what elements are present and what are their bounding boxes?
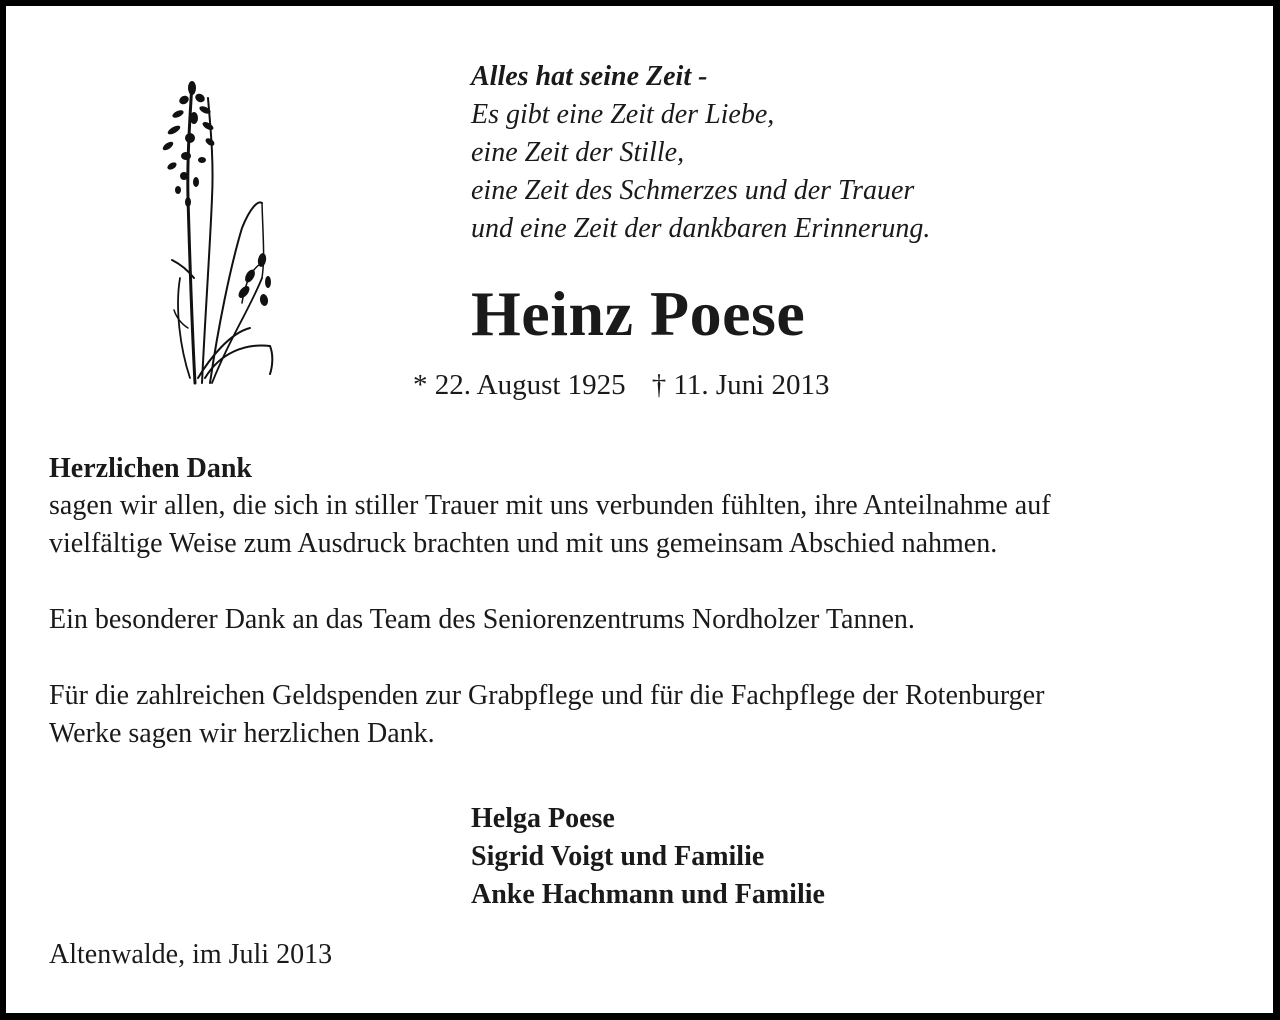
poem-line: und eine Zeit der dankbaren Erinnerung.	[471, 213, 931, 244]
paragraph-line: sagen wir allen, die sich in stiller Trauer mit uns verbunden fühlten, ihre Anteilnahme auf	[49, 490, 1051, 521]
death-date: † 11. Juni 2013	[651, 369, 830, 401]
signatory: Sigrid Voigt und Familie	[471, 841, 765, 872]
poem-line: Alles hat seine Zeit -	[471, 61, 708, 92]
signatory: Helga Poese	[471, 803, 615, 834]
signatory: Anke Hachmann und Familie	[471, 879, 825, 910]
grass-icon	[150, 78, 285, 388]
paragraph-line: Werke sagen wir herzlichen Dank.	[49, 718, 435, 749]
poem-line: eine Zeit der Stille,	[471, 137, 685, 168]
deceased-name: Heinz Poese	[471, 278, 806, 349]
life-dates	[413, 367, 829, 403]
poem-line: Es gibt eine Zeit der Liebe,	[471, 99, 775, 130]
thanks-heading: Herzlichen Dank	[49, 453, 252, 484]
paragraph-line: Für die zahlreichen Geldspenden zur Grabpflege und für die Fachpflege der Rotenburger	[49, 680, 1045, 711]
poem	[471, 58, 930, 248]
special-thanks-paragraph	[49, 601, 915, 639]
thanks-paragraph	[49, 487, 1051, 563]
paragraph-line: Ein besonderer Dank an das Team des Seniorenzentrums Nordholzer Tannen.	[49, 604, 915, 635]
donation-thanks-paragraph	[49, 677, 1044, 753]
birth-date: * 22. August 1925	[413, 369, 626, 401]
signatories	[471, 800, 825, 914]
poem-line: eine Zeit des Schmerzes und der Trauer	[471, 175, 915, 206]
place-date: Altenwalde, im Juli 2013	[49, 939, 333, 970]
paragraph-line: vielfältige Weise zum Ausdruck brachten und mit uns gemeinsam Abschied nahmen.	[49, 528, 998, 559]
